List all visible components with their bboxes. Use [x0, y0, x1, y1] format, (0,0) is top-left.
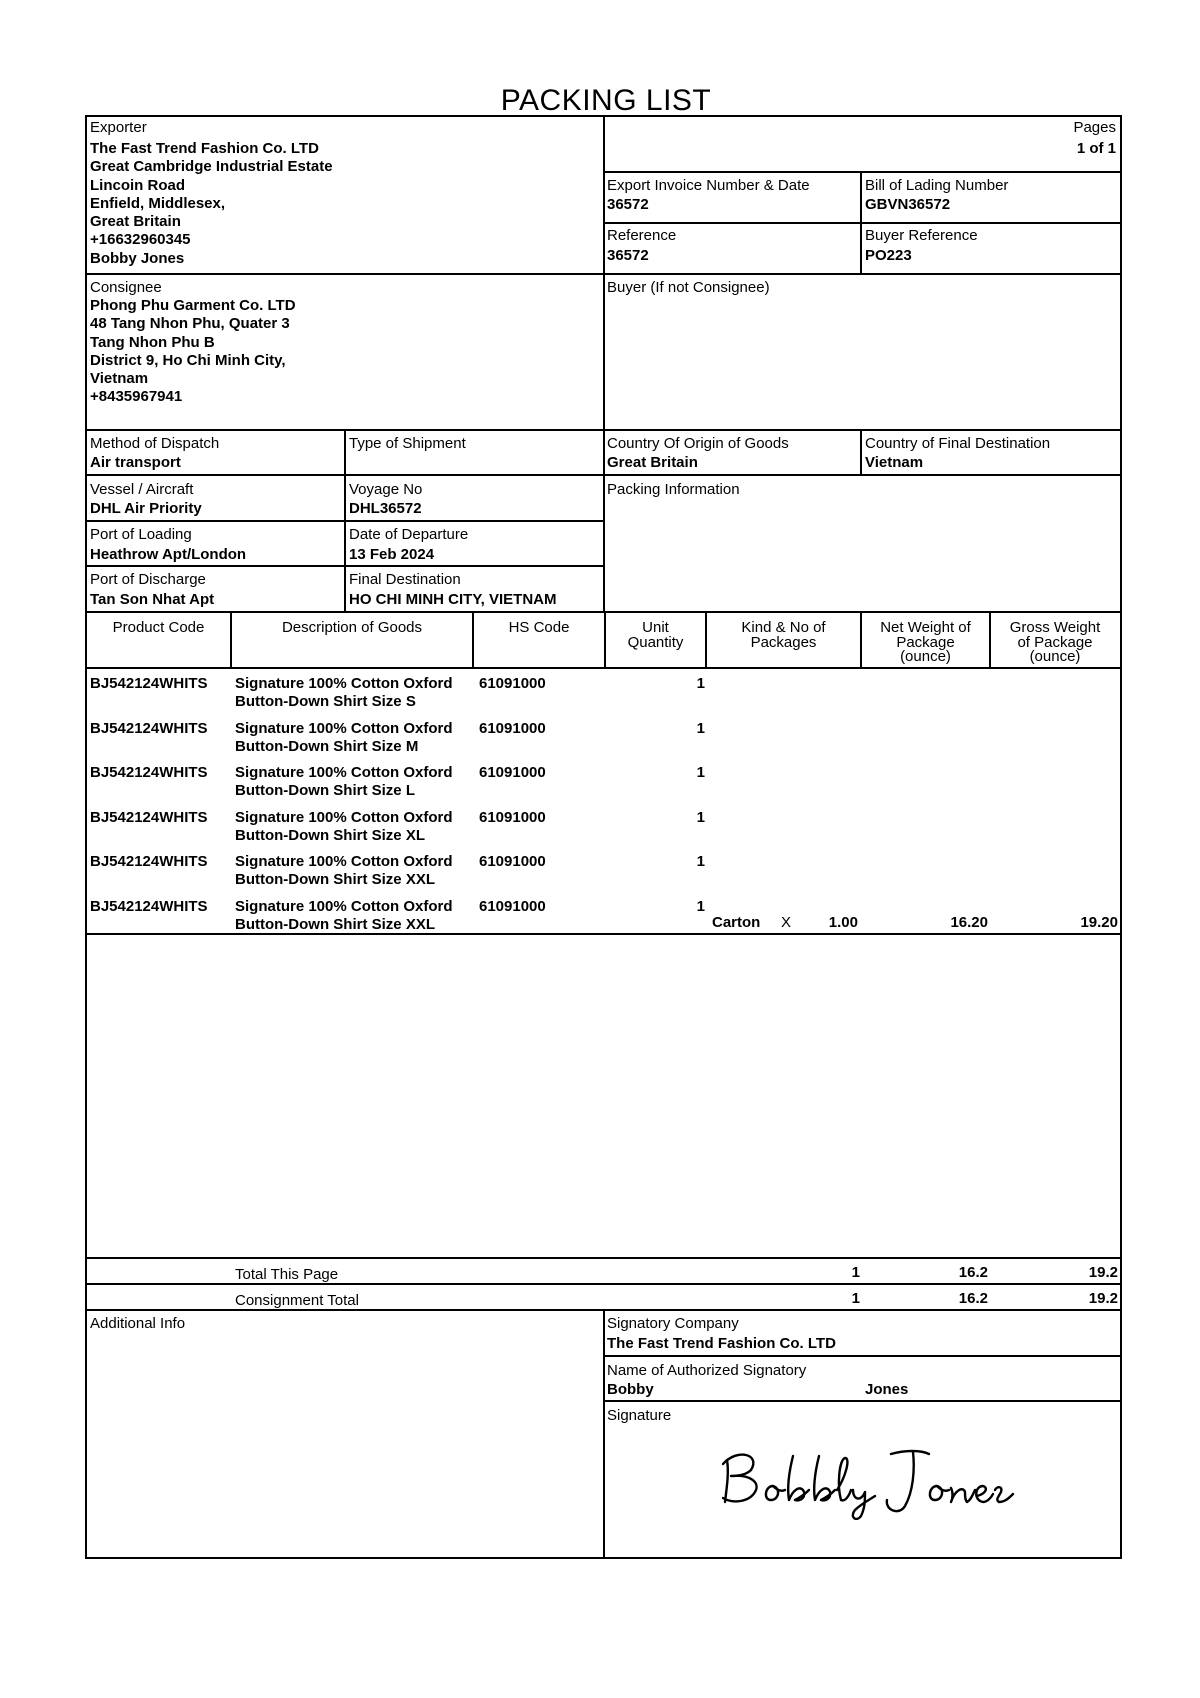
- pages-label: Pages: [1073, 119, 1116, 136]
- row-hs-code: 61091000: [479, 853, 546, 870]
- header-net-weight: Net Weight of Package (ounce): [880, 619, 971, 665]
- buyer-reference-value: PO223: [865, 247, 912, 264]
- row-unit-quantity: 1: [696, 719, 705, 737]
- package-multiplier: X: [781, 914, 792, 931]
- row-hs-code: 61091000: [479, 675, 546, 692]
- row-description-line1: Signature 100% Cotton Oxford: [235, 675, 453, 692]
- port-of-discharge-value: Tan Son Nhat Apt: [90, 591, 215, 608]
- package-net-weight: 16.20: [950, 914, 988, 931]
- header-gross-weight: Gross Weight of Package (ounce): [1009, 619, 1101, 665]
- row-unit-quantity: 1: [696, 675, 705, 692]
- buyer-reference-label: Buyer Reference: [865, 227, 978, 244]
- exporter-label: Exporter: [90, 119, 147, 136]
- type-of-shipment-label: Type of Shipment: [349, 435, 466, 452]
- port-of-discharge-label: Port of Discharge: [90, 571, 206, 588]
- row-hs-code: 61091000: [479, 719, 546, 737]
- signature-label: Signature: [607, 1407, 672, 1424]
- vessel-value: DHL Air Priority: [90, 500, 202, 517]
- total-page-qty: 1: [851, 1264, 860, 1281]
- row-description-line2: Button-Down Shirt Size XXL: [235, 915, 435, 933]
- country-of-origin-value: Great Britain: [607, 454, 698, 471]
- packing-info-label: Packing Information: [607, 481, 740, 498]
- final-destination-value: HO CHI MINH CITY, VIETNAM: [349, 591, 557, 608]
- row-hs-code: 61091000: [479, 764, 546, 781]
- row-hs-code: 61091000: [479, 897, 546, 915]
- buyer-label: Buyer (If not Consignee): [607, 279, 770, 296]
- header-unit-quantity: Unit Quantity: [627, 619, 684, 651]
- export-invoice-label: Export Invoice Number & Date: [607, 177, 810, 194]
- row-description-line2: Button-Down Shirt Size XXL: [235, 871, 435, 888]
- additional-info-label: Additional Info: [90, 1315, 186, 1332]
- reference-label: Reference: [607, 227, 677, 244]
- bill-of-lading-value: GBVN36572: [865, 196, 951, 213]
- row-unit-quantity: 1: [696, 808, 705, 826]
- row-product-code: BJ542124WHITS: [90, 764, 208, 781]
- date-of-departure-label: Date of Departure: [349, 526, 469, 543]
- row-description-line2: Button-Down Shirt Size XL: [235, 826, 425, 844]
- row-unit-quantity: 1: [696, 853, 705, 870]
- row-description-line1: Signature 100% Cotton Oxford: [235, 897, 453, 915]
- row-hs-code: 61091000: [479, 808, 546, 826]
- package-kind: Carton: [712, 914, 761, 931]
- reference-value: 36572: [607, 247, 649, 264]
- row-unit-quantity: 1: [696, 897, 705, 915]
- row-product-code: BJ542124WHITS: [90, 853, 208, 870]
- consignment-total-label: Consignment Total: [235, 1292, 359, 1309]
- total-page-net: 16.2: [958, 1264, 988, 1281]
- export-invoice-value: 36572: [607, 196, 649, 213]
- authorized-signatory-first: Bobby: [607, 1381, 654, 1398]
- header-product-code: Product Code: [112, 619, 205, 636]
- row-description-line2: Button-Down Shirt Size S: [235, 693, 416, 710]
- signatory-company-label: Signatory Company: [607, 1315, 739, 1332]
- header-kind-packages: Kind & No of Packages: [741, 619, 826, 651]
- total-page-label: Total This Page: [235, 1266, 339, 1283]
- row-unit-quantity: 1: [696, 764, 705, 781]
- consignee-address: Phong Phu Garment Co. LTD 48 Tang Nhon Phu, Quater 3 Tang Nhon Phu B District 9, Ho Chi Minh City, Vietnam +8435967941: [90, 297, 296, 406]
- method-of-dispatch-value: Air transport: [90, 454, 181, 471]
- signature-image: [715, 1430, 1015, 1520]
- row-product-code: BJ542124WHITS: [90, 897, 208, 915]
- consignment-total-qty: 1: [851, 1290, 860, 1307]
- consignment-total-gross: 19.2: [1088, 1290, 1118, 1307]
- header-hs-code: HS Code: [508, 619, 570, 636]
- port-of-loading-value: Heathrow Apt/London: [90, 546, 247, 563]
- country-of-origin-label: Country Of Origin of Goods: [607, 435, 789, 452]
- pages-value: 1 of 1: [1076, 140, 1116, 157]
- authorized-signatory-label: Name of Authorized Signatory: [607, 1362, 807, 1379]
- row-description-line1: Signature 100% Cotton Oxford: [235, 853, 453, 870]
- authorized-signatory-last: Jones: [865, 1381, 909, 1398]
- row-description-line2: Button-Down Shirt Size L: [235, 782, 415, 799]
- row-product-code: BJ542124WHITS: [90, 675, 208, 692]
- country-of-destination-label: Country of Final Destination: [865, 435, 1051, 452]
- voyage-value: DHL36572: [349, 500, 422, 517]
- row-description-line2: Button-Down Shirt Size M: [235, 737, 419, 755]
- package-gross-weight: 19.20: [1080, 914, 1118, 931]
- row-product-code: BJ542124WHITS: [90, 719, 208, 737]
- signatory-company-value: The Fast Trend Fashion Co. LTD: [607, 1335, 836, 1352]
- consignment-total-net: 16.2: [958, 1290, 988, 1307]
- final-destination-label: Final Destination: [349, 571, 461, 588]
- consignee-label: Consignee: [90, 279, 162, 296]
- total-page-gross: 19.2: [1088, 1264, 1118, 1281]
- port-of-loading-label: Port of Loading: [90, 526, 192, 543]
- header-description: Description of Goods: [281, 619, 423, 636]
- voyage-label: Voyage No: [349, 481, 423, 498]
- method-of-dispatch-label: Method of Dispatch: [90, 435, 220, 452]
- row-product-code: BJ542124WHITS: [90, 808, 208, 826]
- page-title: PACKING LIST: [500, 84, 712, 117]
- country-of-destination-value: Vietnam: [865, 454, 924, 471]
- row-description-line1: Signature 100% Cotton Oxford: [235, 764, 453, 781]
- vessel-label: Vessel / Aircraft: [90, 481, 194, 498]
- exporter-address: The Fast Trend Fashion Co. LTD Great Cambridge Industrial Estate Lincoin Road Enfield, Middlesex, Great Britain +16632960345 Bobby Jones: [90, 140, 333, 267]
- bill-of-lading-label: Bill of Lading Number: [865, 177, 1009, 194]
- package-count: 1.00: [828, 914, 858, 931]
- row-description-line1: Signature 100% Cotton Oxford: [235, 719, 453, 737]
- date-of-departure-value: 13 Feb 2024: [349, 546, 435, 563]
- row-description-line1: Signature 100% Cotton Oxford: [235, 808, 453, 826]
